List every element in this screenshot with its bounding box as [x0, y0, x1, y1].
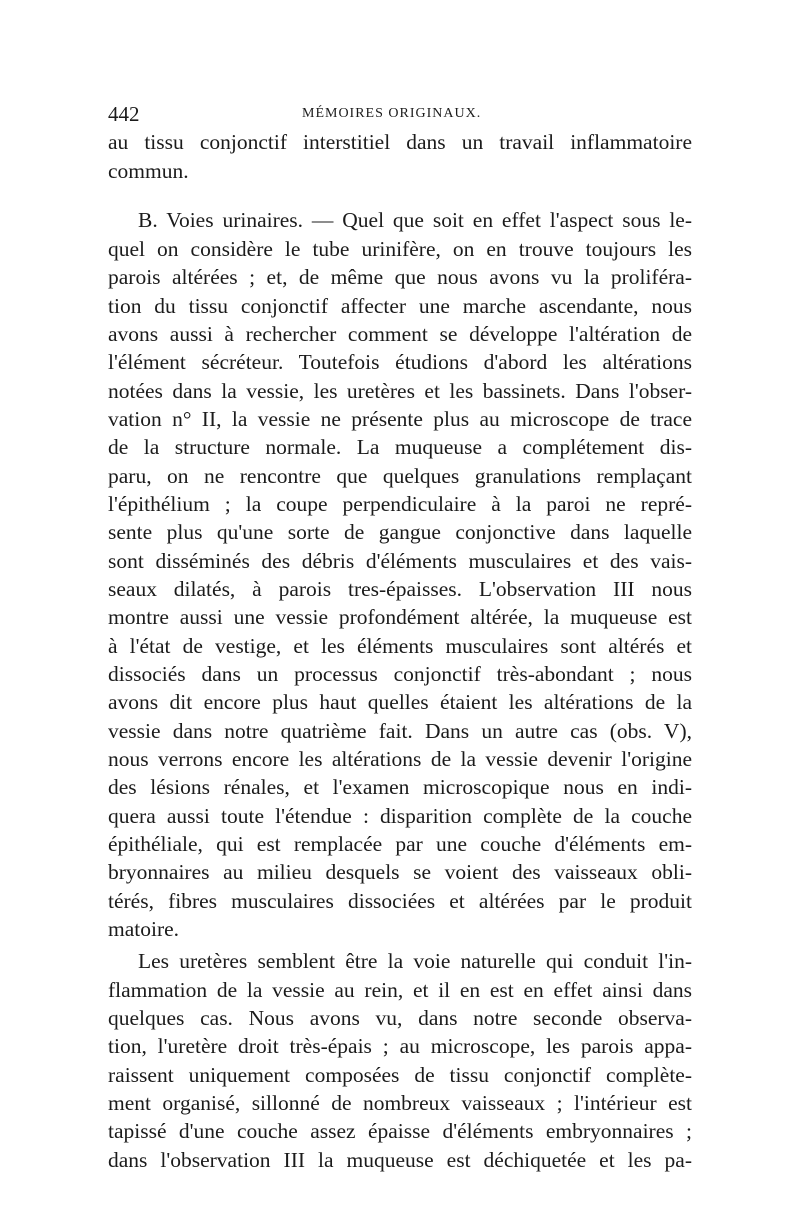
section-heading-line: B. Voies urinaires. — Quel que soit en effet l'aspect sous le-: [138, 208, 692, 232]
text-line: parois altérées ; et, de même que nous avons vu la proliféra-: [108, 265, 692, 289]
page-header: [108, 100, 692, 128]
text-line: à l'état de vestige, et les éléments musculaires sont altérés et: [108, 634, 692, 658]
text-line: au tissu conjonctif interstitiel dans un travail inflammatoire: [108, 130, 692, 154]
text-line: vessie dans notre quatrième fait. Dans un autre cas (obs. V),: [108, 719, 692, 743]
text-line: quelques cas. Nous avons vu, dans notre seconde observa-: [108, 1006, 692, 1030]
text-line: raissent uniquement composées de tissu conjonctif complète-: [108, 1063, 692, 1087]
text-line: ment organisé, sillonné de nombreux vaisseaux ; l'intérieur est: [108, 1091, 692, 1115]
text-line: seaux dilatés, à parois tres-épaisses. L'observation III nous: [108, 577, 692, 601]
text-line: matoire.: [108, 917, 180, 941]
text-line: commun.: [108, 159, 189, 183]
text-line: tion, l'uretère droit très-épais ; au microscope, les parois appa-: [108, 1034, 692, 1058]
page-number: 442: [108, 102, 140, 126]
text-line: des lésions rénales, et l'examen microscopique nous en indi-: [108, 775, 692, 799]
text-line: flammation de la vessie au rein, et il en est en effet ainsi dans: [108, 978, 692, 1002]
text-line: dans l'observation III la muqueuse est déchiquetée et les pa-: [108, 1148, 692, 1172]
text-line: de la structure normale. La muqueuse a complétement dis-: [108, 435, 692, 459]
text-line: paru, on ne rencontre que quelques granulations remplaçant: [108, 464, 692, 488]
running-head: MÉMOIRES ORIGINAUX.: [302, 106, 482, 121]
text-line: dissociés dans un processus conjonctif très-abondant ; nous: [108, 662, 692, 686]
text-line: épithéliale, qui est remplacée par une couche d'éléments em-: [108, 832, 692, 856]
text-line: vation n° II, la vessie ne présente plus au microscope de trace: [108, 407, 692, 431]
text-line: montre aussi une vessie profondément altérée, la muqueuse est: [108, 605, 692, 629]
text-line: quel on considère le tube urinifère, on en trouve toujours les: [108, 237, 692, 261]
text-line: avons dit encore plus haut quelles étaient les altérations de la: [108, 690, 692, 714]
text-line: bryonnaires au milieu desquels se voient des vaisseaux obli-: [108, 860, 692, 884]
text-line: l'épithélium ; la coupe perpendiculaire à la paroi ne repré-: [108, 492, 692, 516]
text-line: nous verrons encore les altérations de la vessie devenir l'origine: [108, 747, 692, 771]
text-line: notées dans la vessie, les uretères et les bassinets. Dans l'obser-: [108, 379, 692, 403]
text-line: l'élément sécréteur. Toutefois étudions d'abord les altérations: [108, 350, 692, 374]
paragraph-start-line: Les uretères semblent être la voie naturelle qui conduit l'in-: [138, 949, 692, 973]
text-line: avons aussi à rechercher comment se développe l'altération de: [108, 322, 692, 346]
text-line: tion du tissu conjonctif affecter une marche ascendante, nous: [108, 294, 692, 318]
text-line: quera aussi toute l'étendue : disparition complète de la couche: [108, 804, 692, 828]
text-line: sont disséminés des débris d'éléments musculaires et des vais-: [108, 549, 692, 573]
text-line: tapissé d'une couche assez épaisse d'éléments embryonnaires ;: [108, 1119, 692, 1143]
text-line: sente plus qu'une sorte de gangue conjonctive dans laquelle: [108, 520, 692, 544]
text-line: térés, fibres musculaires dissociées et altérées par le produit: [108, 889, 692, 913]
